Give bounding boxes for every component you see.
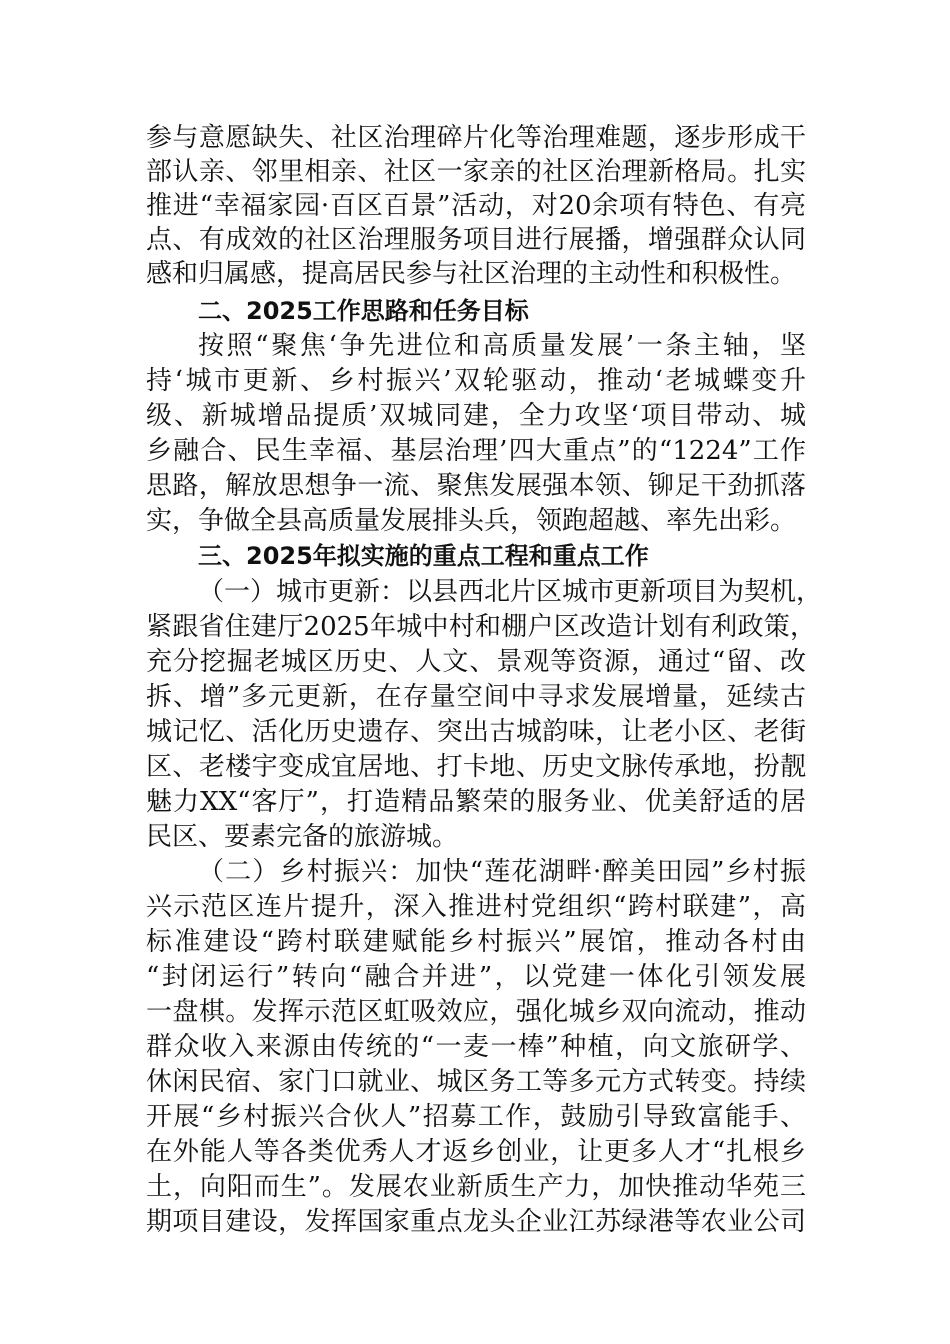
- body-text-line: 土，向阳而生”。发展农业新质生产力，加快推动华苑三: [146, 1172, 806, 1202]
- body-text-line: 部认亲、邻里相亲、社区一家亲的社区治理新格局。扎实: [146, 157, 806, 187]
- body-text-line: 感和归属感，提高居民参与社区治理的主动性和积极性。: [146, 259, 797, 289]
- body-text-line: 充分挖掘老城区历史、人文、景观等资源，通过“留、改: [146, 647, 806, 677]
- body-text-line: 开展“乡村振兴合伙人”招募工作，鼓励引导致富能手、: [146, 1102, 806, 1132]
- body-text-line: 城记忆、活化历史遗存、突出古城韵味，让老小区、老街: [146, 717, 806, 747]
- body-text-line: 持‘城市更新、乡村振兴’双轮驱动，推动‘老城蝶变升: [146, 366, 806, 396]
- body-text-line: 乡融合、民生幸福、基层治理’四大重点”的“1224”工作: [146, 436, 806, 466]
- body-text-line: 群众收入来源由传统的“一麦一棒”种植，向文旅研学、: [146, 1032, 806, 1062]
- body-text-line: 在外能人等各类优秀人才返乡创业，让更多人才“扎根乡: [146, 1137, 806, 1167]
- body-text-line: 思路，解放思想争一流、聚焦发展强本领、铆足干劲抓落: [146, 471, 806, 501]
- body-text-line: 民区、要素完备的旅游城。: [146, 822, 459, 852]
- body-text-line: 推进“幸福家园·百区百景”活动，对20余项有特色、有亮: [146, 191, 806, 221]
- body-text-line: 点、有成效的社区治理服务项目进行展播，增强群众认同: [146, 225, 806, 255]
- body-text-line: 兴示范区连片提升，深入推进村党组织“跨村联建”，高: [146, 892, 806, 922]
- body-text-line: 级、新城增品提质’双城同建，全力攻坚‘项目带动、城: [146, 401, 806, 431]
- body-text-line: 按照“聚焦‘争先进位和高质量发展’一条主轴，坚: [198, 331, 806, 361]
- body-text-line: 参与意愿缺失、社区治理碎片化等治理难题，逐步形成干: [146, 123, 806, 153]
- section-heading: 二、2025工作思路和任务目标: [198, 297, 529, 325]
- body-text-line: 魅力XX“客厅”，打造精品繁荣的服务业、优美舒适的居: [146, 787, 806, 817]
- body-text-line: 休闲民宿、家门口就业、城区务工等多元方式转变。持续: [146, 1067, 806, 1097]
- section-heading: 三、2025年拟实施的重点工程和重点工作: [198, 542, 649, 570]
- body-text-line: 标准建设“跨村联建赋能乡村振兴”展馆，推动各村由: [146, 927, 806, 957]
- body-text-line: （一）城市更新：以县西北片区城市更新项目为契机，: [198, 577, 823, 607]
- body-text-line: 实，争做全县高质量发展排头兵，领跑超越、率先出彩。: [146, 506, 797, 536]
- body-text-line: “封闭运行”转向“融合并进”，以党建一体化引领发展: [146, 962, 806, 992]
- body-text-line: 拆、增”多元更新，在存量空间中寻求发展增量，延续古: [146, 682, 806, 712]
- body-text-line: 一盘棋。发挥示范区虹吸效应，强化城乡双向流动，推动: [146, 997, 806, 1027]
- body-text-line: 区、老楼宇变成宜居地、打卡地、历史文脉传承地，扮靓: [146, 752, 806, 782]
- body-text-line: （二）乡村振兴：加快“莲花湖畔·醉美田园”乡村振: [198, 857, 806, 887]
- body-text-line: 紧跟省住建厅2025年城中村和棚户区改造计划有利政策，: [146, 612, 816, 642]
- body-text-line: 期项目建设，发挥国家重点龙头企业江苏绿港等农业公司: [146, 1207, 806, 1237]
